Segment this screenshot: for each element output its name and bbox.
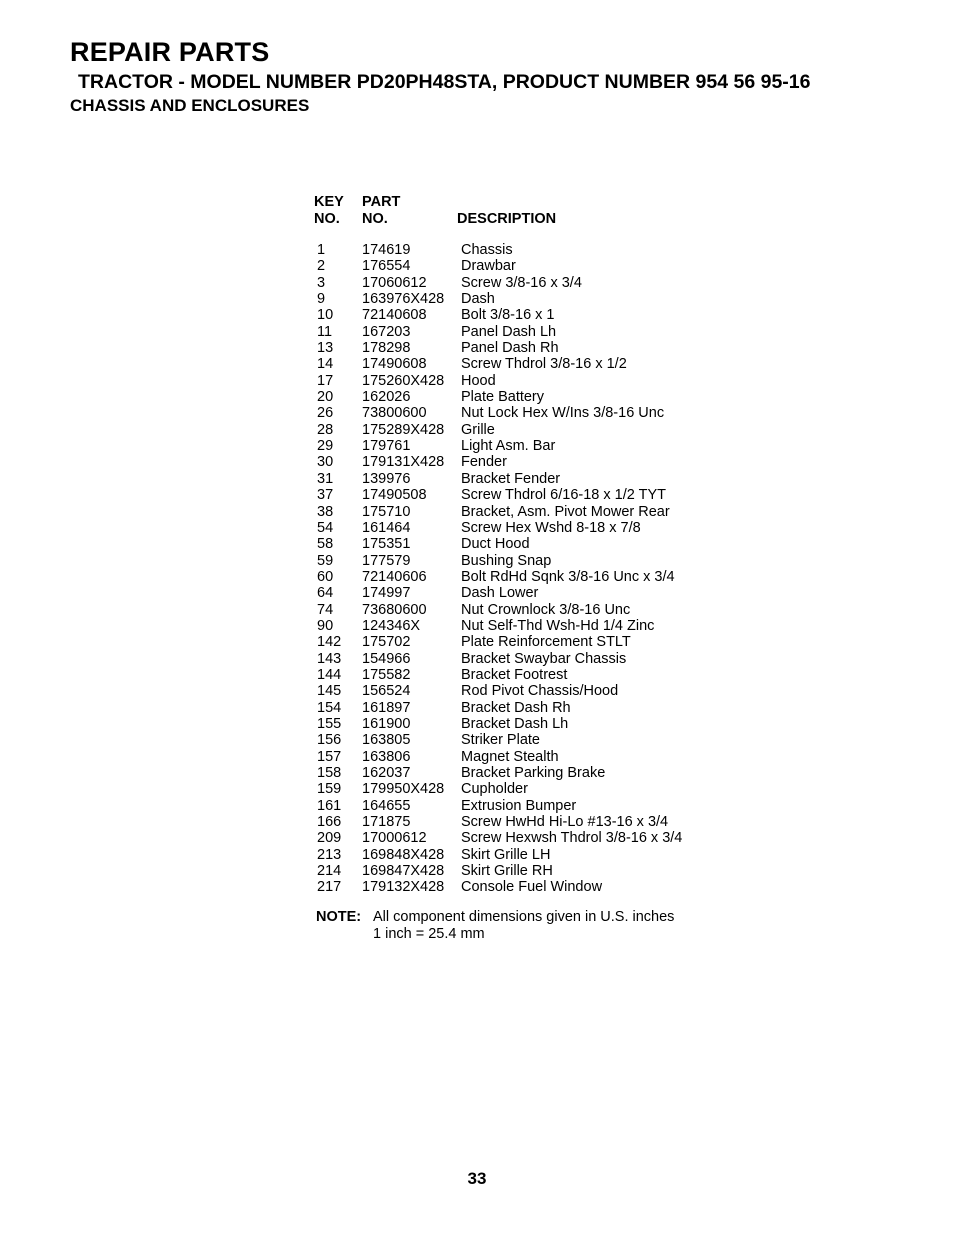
table-row: [314, 471, 734, 487]
key-no-cell: 213: [317, 846, 342, 863]
key-no-cell: 217: [317, 879, 342, 896]
key-no-cell: 158: [317, 765, 342, 781]
table-row: [314, 504, 734, 520]
key-no-cell: 161: [317, 797, 342, 814]
table-row: [314, 356, 734, 372]
part-no-cell: 17060612: [362, 274, 427, 291]
note-line-2: 1 inch = 25.4 mm: [373, 926, 485, 942]
part-no-cell: 175582: [362, 666, 411, 683]
description-cell: Panel Dash Lh: [461, 323, 557, 340]
part-no-cell: 124346X: [362, 617, 421, 634]
description-cell: Bracket, Asm. Pivot Mower Rear: [461, 503, 670, 520]
description-cell: Light Asm. Bar: [461, 438, 556, 455]
table-row: [314, 602, 734, 618]
table-row: [314, 716, 734, 732]
part-no-cell: 17490508: [362, 487, 427, 504]
key-no-cell: 26: [317, 405, 334, 422]
description-cell: Nut Lock Hex W/Ins 3/8-16 Unc: [461, 405, 665, 422]
table-row: [314, 879, 734, 895]
key-no-cell: 159: [317, 781, 342, 798]
table-row: [314, 569, 734, 585]
table-row: [314, 830, 734, 846]
part-no-cell: 177579: [362, 552, 411, 569]
table-row: [314, 242, 734, 258]
part-no-cell: 174619: [362, 242, 411, 258]
part-no-cell: 179131X428: [362, 454, 445, 471]
key-no-cell: 17: [317, 372, 334, 389]
key-no-cell: 74: [317, 601, 334, 618]
description-cell: Bolt RdHd Sqnk 3/8-16 Unc x 3/4: [461, 568, 675, 585]
part-no-cell: 163806: [362, 748, 411, 765]
description-cell: Console Fuel Window: [461, 879, 603, 896]
table-row: [314, 324, 734, 340]
description-cell: Dash Lower: [461, 585, 539, 602]
description-cell: Grille: [461, 421, 495, 438]
table-row: [314, 422, 734, 438]
table-row: [314, 520, 734, 536]
table-row: [314, 553, 734, 569]
part-no-cell: 139976: [362, 470, 411, 487]
key-no-cell: 142: [317, 634, 342, 651]
key-no-cell: 58: [317, 536, 334, 553]
table-row: [314, 798, 734, 814]
table-row: [314, 454, 734, 470]
table-row: [314, 651, 734, 667]
part-no-cell: 175710: [362, 503, 411, 520]
key-no-cell: 11: [317, 323, 333, 340]
description-cell: Screw Hexwsh Thdrol 3/8-16 x 3/4: [461, 830, 683, 847]
description-cell: Bracket Dash Rh: [461, 699, 571, 716]
description-cell: Nut Crownlock 3/8-16 Unc: [461, 601, 631, 618]
key-no-cell: 1: [317, 242, 326, 258]
part-no-cell: 163976X428: [362, 291, 445, 308]
part-no-cell: 163805: [362, 732, 411, 749]
parts-table-body: [314, 242, 734, 896]
key-no-cell: 14: [317, 356, 334, 373]
note-label: NOTE:: [316, 909, 362, 925]
part-no-cell: 175289X428: [362, 421, 445, 438]
key-no-cell: 37: [317, 487, 334, 504]
description-cell: Bracket Footrest: [461, 666, 568, 683]
description-cell: Chassis: [461, 242, 513, 258]
page-title: REPAIR PARTS: [70, 37, 270, 67]
part-no-cell: 72140606: [362, 568, 427, 585]
table-row: [314, 749, 734, 765]
table-row: [314, 340, 734, 356]
key-no-cell: 54: [317, 519, 334, 536]
description-cell: Duct Hood: [461, 536, 530, 553]
part-no-cell: 72140608: [362, 307, 427, 324]
key-no-cell: 13: [317, 340, 334, 357]
description-cell: Hood: [461, 372, 496, 389]
description-cell: Screw Thdrol 3/8-16 x 1/2: [461, 356, 627, 373]
table-row: [314, 683, 734, 699]
key-no-cell: 59: [317, 552, 334, 569]
part-no-cell: 167203: [362, 323, 411, 340]
key-header-line1: KEY: [314, 194, 344, 210]
part-no-cell: 161897: [362, 699, 411, 716]
part-no-cell: 171875: [362, 814, 411, 831]
key-no-cell: 143: [317, 650, 342, 667]
part-no-cell: 154966: [362, 650, 411, 667]
part-no-cell: 73800600: [362, 405, 427, 422]
key-no-cell: 28: [317, 421, 334, 438]
table-row: [314, 487, 734, 503]
table-row: [314, 618, 734, 634]
key-no-cell: 144: [317, 666, 342, 683]
table-row: [314, 291, 734, 307]
description-cell: Bracket Fender: [461, 470, 561, 487]
table-row: [314, 275, 734, 291]
description-cell: Extrusion Bumper: [461, 797, 577, 814]
table-row: [314, 585, 734, 601]
key-no-cell: 2: [317, 258, 326, 275]
description-cell: Bracket Swaybar Chassis: [461, 650, 627, 667]
part-no-cell: 156524: [362, 683, 411, 700]
key-no-cell: 155: [317, 715, 342, 732]
part-no-cell: 175351: [362, 536, 411, 553]
key-no-cell: 214: [317, 863, 342, 880]
description-cell: Magnet Stealth: [461, 748, 559, 765]
key-no-cell: 154: [317, 699, 342, 716]
description-cell: Skirt Grille LH: [461, 846, 551, 863]
description-cell: Bushing Snap: [461, 552, 552, 569]
key-no-cell: 3: [317, 274, 326, 291]
table-row: [314, 732, 734, 748]
key-header-line2: NO.: [314, 211, 340, 227]
table-row: [314, 765, 734, 781]
model-subtitle: TRACTOR - MODEL NUMBER PD20PH48STA, PRODUCT NUMBER 954 56 95-16: [78, 71, 811, 93]
key-no-cell: 64: [317, 585, 334, 602]
part-no-cell: 178298: [362, 340, 411, 357]
description-cell: Bolt 3/8-16 x 1: [461, 307, 555, 324]
key-no-cell: 31: [317, 470, 334, 487]
table-row: [314, 814, 734, 830]
description-cell: Bracket Dash Lh: [461, 715, 569, 732]
table-row: [314, 405, 734, 421]
description-cell: Cupholder: [461, 781, 528, 798]
part-header-line2: NO.: [362, 211, 388, 227]
part-no-cell: 162026: [362, 389, 411, 406]
key-no-cell: 145: [317, 683, 342, 700]
key-no-cell: 10: [317, 307, 334, 324]
part-no-cell: 73680600: [362, 601, 427, 618]
description-header: DESCRIPTION: [457, 211, 557, 227]
key-no-cell: 30: [317, 454, 334, 471]
part-no-cell: 17490608: [362, 356, 427, 373]
part-no-cell: 169847X428: [362, 863, 445, 880]
table-row: [314, 258, 734, 274]
description-cell: Fender: [461, 454, 507, 471]
table-row: [314, 700, 734, 716]
description-cell: Nut Self-Thd Wsh-Hd 1/4 Zinc: [461, 617, 655, 634]
table-row: [314, 438, 734, 454]
part-no-cell: 161464: [362, 519, 411, 536]
key-no-cell: 156: [317, 732, 342, 749]
description-cell: Screw 3/8-16 x 3/4: [461, 274, 582, 291]
table-row: [314, 634, 734, 650]
part-no-cell: 174997: [362, 585, 411, 602]
description-cell: Screw Thdrol 6/16-18 x 1/2 TYT: [461, 487, 666, 504]
note-line-1: All component dimensions given in U.S. inches: [373, 909, 675, 925]
part-no-cell: 169848X428: [362, 846, 445, 863]
description-cell: Dash: [461, 291, 495, 308]
part-no-cell: 179132X428: [362, 879, 445, 896]
part-no-cell: 17000612: [362, 830, 427, 847]
description-cell: Screw HwHd Hi-Lo #13-16 x 3/4: [461, 814, 669, 831]
part-no-cell: 164655: [362, 797, 411, 814]
key-no-cell: 60: [317, 568, 334, 585]
description-cell: Skirt Grille RH: [461, 863, 553, 880]
part-no-cell: 175702: [362, 634, 411, 651]
part-no-cell: 175260X428: [362, 372, 445, 389]
description-cell: Drawbar: [461, 258, 516, 275]
table-row: [314, 536, 734, 552]
description-cell: Plate Reinforcement STLT: [461, 634, 631, 651]
description-cell: Striker Plate: [461, 732, 540, 749]
key-no-cell: 157: [317, 748, 342, 765]
key-no-cell: 166: [317, 814, 342, 831]
section-heading: CHASSIS AND ENCLOSURES: [70, 96, 310, 115]
description-cell: Plate Battery: [461, 389, 545, 406]
table-row: [314, 307, 734, 323]
part-no-cell: 162037: [362, 765, 411, 781]
table-row: [314, 863, 734, 879]
key-no-cell: 9: [317, 291, 326, 308]
part-no-cell: 161900: [362, 715, 411, 732]
key-no-cell: 20: [317, 389, 334, 406]
table-row: [314, 781, 734, 797]
part-no-cell: 176554: [362, 258, 411, 275]
table-row: [314, 373, 734, 389]
description-cell: Panel Dash Rh: [461, 340, 559, 357]
part-header-line1: PART: [362, 194, 401, 210]
description-cell: Rod Pivot Chassis/Hood: [461, 683, 619, 700]
part-no-cell: 179950X428: [362, 781, 445, 798]
description-cell: Screw Hex Wshd 8-18 x 7/8: [461, 519, 641, 536]
table-row: [314, 847, 734, 863]
key-no-cell: 90: [317, 617, 334, 634]
page-number: 33: [467, 1169, 487, 1188]
part-no-cell: 179761: [362, 438, 411, 455]
key-no-cell: 209: [317, 830, 342, 847]
table-row: [314, 667, 734, 683]
table-row: [314, 389, 734, 405]
key-no-cell: 38: [317, 503, 334, 520]
key-no-cell: 29: [317, 438, 334, 455]
description-cell: Bracket Parking Brake: [461, 765, 606, 781]
